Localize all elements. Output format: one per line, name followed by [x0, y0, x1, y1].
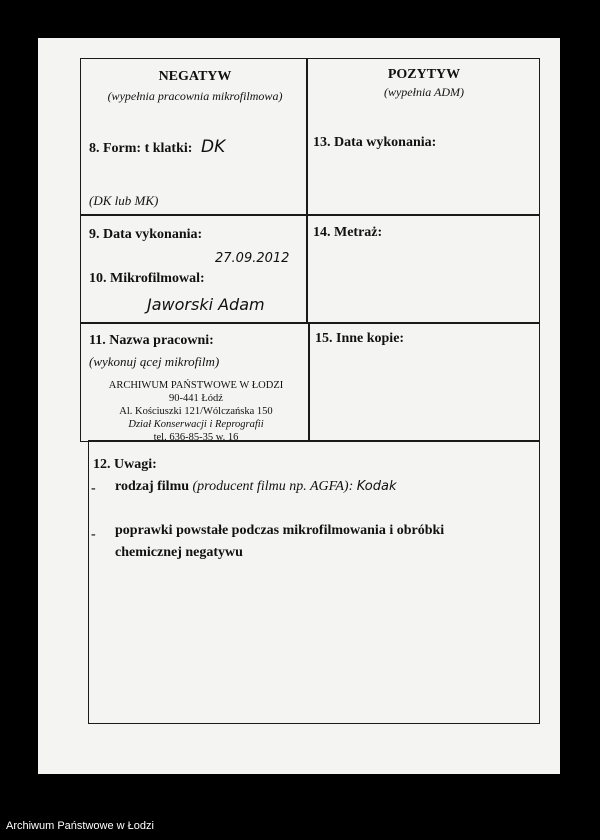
archive-footer: Archiwum Państwowe w Łodzi — [6, 820, 154, 832]
negatyw-format-cell — [80, 58, 308, 216]
remarks-bullet: - — [91, 481, 96, 496]
operator-signature: Jaworski Adam — [147, 295, 265, 314]
format-hint: (DK lub MK) — [89, 193, 159, 208]
pozytyw-date-cell — [306, 58, 540, 216]
date-operator-cell — [80, 214, 308, 324]
metraz-label: 14. Metraż: — [313, 225, 383, 240]
corrections-line-2: chemicznej negatywu — [115, 545, 243, 560]
pozytyw-title: POZYTYW — [387, 67, 461, 82]
stamp-line: 90-441 Łódź — [169, 393, 223, 404]
negatyw-title: NEGATYW — [158, 69, 232, 84]
corrections-line-1: poprawki powstałe podczas mikrofilmowania i obróbki — [115, 523, 445, 538]
stamp-line: tel. 636-85-35 w. 16 — [153, 432, 239, 443]
lab-name-label: 11. Nazwa pracowni: — [89, 333, 214, 348]
negatyw-date-handwritten: 27.09.2012 — [215, 251, 290, 266]
lab-name-cell — [80, 322, 310, 442]
remarks-cell — [88, 440, 540, 724]
stamp-line: Dział Konserwacji i Reprografii — [128, 419, 264, 430]
stamp-line: Al. Kościuszki 121/Wólczańska 150 — [119, 406, 273, 417]
format-label: 8. Form: t klatki: — [89, 141, 193, 156]
film-type-hint: (producent filmu np. AGFA): — [192, 479, 354, 494]
negatyw-subtitle: (wypełnia pracownia mikrofilmowa) — [107, 89, 283, 103]
operator-label: 10. Mikrofilmowal: — [89, 271, 205, 286]
negatyw-date-label: 9. Data vykonania: — [89, 227, 203, 242]
other-copies-cell — [308, 322, 540, 442]
remarks-bullet: - — [91, 527, 96, 542]
other-copies-label: 15. Inne kopie: — [315, 331, 405, 346]
microfilm-card — [38, 38, 560, 774]
pozytyw-date-label: 13. Data wykonania: — [313, 135, 437, 150]
archive-stamp — [81, 379, 311, 444]
film-type-line — [115, 479, 397, 495]
metraz-cell — [306, 214, 540, 324]
stamp-line: ARCHIWUM PAŃSTWOWE W ŁODZI — [108, 380, 284, 391]
form-table — [80, 58, 540, 720]
lab-name-hint: (wykonuj ącej mikrofilm) — [89, 354, 220, 369]
film-type-handwritten: Kodak — [356, 479, 397, 494]
format-handwritten-value: DK — [201, 137, 226, 157]
remarks-label: 12. Uwagi: — [93, 457, 157, 472]
film-type-label: rodzaj filmu — [115, 479, 193, 494]
pozytyw-subtitle: (wypełnia ADM) — [383, 85, 465, 99]
